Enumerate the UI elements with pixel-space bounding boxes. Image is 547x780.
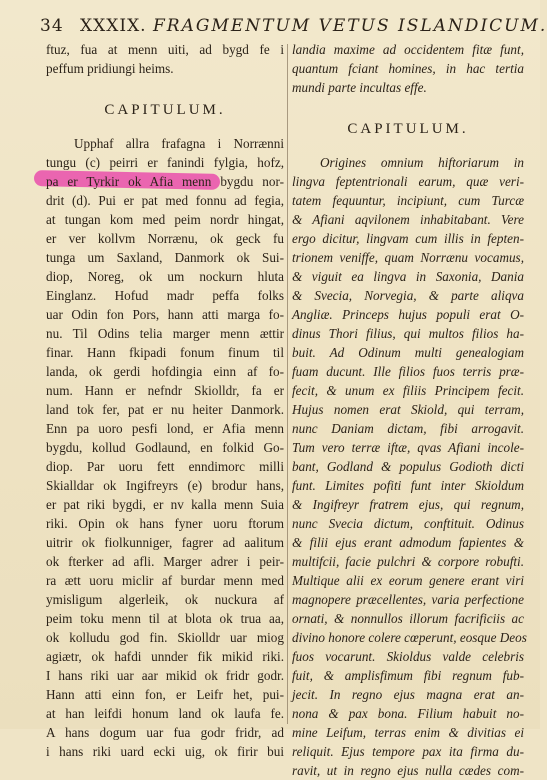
text-line: bygdu, kollud Godlaund, en folkid Go- <box>46 440 284 455</box>
text-line: & Ingifreyr fratrem ejus, qui regnum, <box>292 497 524 512</box>
page-number: 34 <box>40 16 64 36</box>
text-line: fuit, & amplisfimum fibi regnum fub- <box>292 668 524 683</box>
text-line: Einglanz. Hofud madr peffa folks <box>46 288 284 303</box>
text-line: er ver kollvm Norrænu, ok geck fu <box>46 231 284 246</box>
text-line: drit (d). Pui er pat med fonnu ad fegia, <box>46 193 284 208</box>
text-line: & Svecia, Norvegia, & parte aliqva <box>292 288 524 303</box>
text-line: land tok fer, pat er nu heiter Danmork. <box>46 402 284 417</box>
text-line: i hans riki uard ecki uig, ok firir bui <box>46 744 284 759</box>
text-line: ravit, ut in regno ejus nulla cædes com- <box>292 763 524 778</box>
text-line: diop. Par uoru fett enndimorc milli <box>46 459 284 474</box>
text-line: ornati, & nonnullos illorum facrificiis ac <box>292 611 524 626</box>
text-line: nunc Svecia dictum, conftituit. Odinus <box>292 516 524 531</box>
text-line: Tum vero terræ iftæ, qvas Afiani incole- <box>292 440 524 455</box>
text-line: uar Odin fon Pors, hann atti marga fo- <box>46 307 284 322</box>
running-header <box>40 16 547 38</box>
text-line: agiætr, ok hafdi unnder fik mikid riki. <box>46 649 284 664</box>
text-line: ok fterker ad afli. Marger adrer i peir- <box>46 554 284 569</box>
text-line: at tungan kom med peim nordr hingat, <box>46 212 284 227</box>
text-line: tungu (c) peirri er fanindi fylgia, hofz, <box>46 155 284 170</box>
text-line: divino honore colere cœperunt, eosque Deos <box>292 630 527 645</box>
text-line: reliquit. Ejus tempore pax ita firma du- <box>292 744 524 759</box>
chapter-heading: CAPITULUM. <box>347 121 469 137</box>
text-line: jecit. In regno ejus magna erat an- <box>292 687 524 702</box>
text-line: A hans dogum uar fua godr fridr, ad <box>46 725 284 740</box>
text-line: ymisligum algerleik, ok nuckura af <box>46 592 284 607</box>
text-line: I hans riki uar aar mikid ok fridr godr. <box>46 668 284 683</box>
text-line: peim toku menn til at blota ok trua aa, <box>46 611 284 626</box>
text-line: quantum fciant homines, in hac tertia <box>292 61 524 76</box>
text-line: trionem veniffe, quam Norrænu vocamus, <box>292 250 524 265</box>
text-line: landa, ok gerdi hofdingia einn af fo- <box>46 364 284 379</box>
text-line: Origines omnium hiftoriarum in <box>320 155 524 170</box>
text-line: Enn pa uoro pesfi lond, er Afia menn <box>46 421 284 436</box>
text-line: tunga um Saxland, Danmork ok Sui- <box>46 250 284 265</box>
text-line: tatem fequuntur, incipiunt, cum Turcæ <box>292 193 524 208</box>
text-line: Hann atti einn fon, er Leifr het, pui- <box>46 687 284 702</box>
text-line: ftuz, fua at menn uiti, ad bygd fe i <box>46 42 284 57</box>
text-line: fuam ducunt. Ille filios fuos terris præ- <box>292 364 524 379</box>
text-line: nunc Daniam dictam, fibi arrogavit. <box>292 421 524 436</box>
icelandic-text-column <box>46 40 284 761</box>
latin-text-column <box>292 40 527 780</box>
text-line: Upphaf allra frafagna i Norrænni <box>74 136 284 151</box>
text-line: Skialldar ok Ingifreyrs (e) brodur hans, <box>46 478 284 493</box>
text-line: mine Leifum, terras enim & divitias ei <box>292 725 524 740</box>
text-line: uitrir ok fiolkunniger, fagrer ad aalitum <box>46 535 284 550</box>
section-number: XXXIX. <box>80 16 147 36</box>
page-title: FRAGMENTUM VETUS ISLANDICUM. <box>152 16 547 36</box>
text-line: riki. Opin ok hans fyner uoru ftorum <box>46 516 284 531</box>
text-line: Multique alii ex eorum genere erant viri <box>292 573 524 588</box>
text-line: multifcii, facie pulchri & corpore robufti. <box>292 554 524 569</box>
text-line: landia maxime ad occidentem fitæ funt, <box>292 42 524 57</box>
text-line: ergo dicitur, lingvam cum illis in fepten- <box>292 231 524 246</box>
text-line: ok kolludu god fin. Skiolldr uar miog <box>46 630 284 645</box>
text-line: er pat riki bygdi, er nv kalla menn Suia <box>46 497 284 512</box>
text-line: lingva feptentrionali earum, quæ veri- <box>292 174 524 189</box>
text-line: & Afiani aqvilonem inhabitabant. Vere <box>292 212 524 227</box>
text-line: & filii ejus erant admodum fapientes & <box>292 535 524 550</box>
chapter-heading: CAPITULUM. <box>104 102 226 118</box>
text-line: Hujus nomen erat Skiold, qui terram, <box>292 402 524 417</box>
text-line: fecit, & unum ex filiis Principem fecit. <box>292 383 524 398</box>
column-divider <box>287 44 288 724</box>
text-line: fuos vocarunt. Skioldus valde celebris <box>292 649 524 664</box>
text-line: ra ætt uoru miclir af burdar menn med <box>46 573 284 588</box>
text-line: at han leifdi honum land ok laufa fe. <box>46 706 284 721</box>
text-line: finar. Hann fkipadi fonum finum til <box>46 345 284 360</box>
text-line: buit. Ad Odinum multi genealogiam <box>292 345 524 360</box>
text-line: bant, Godland & populus Godioth dicti <box>292 459 524 474</box>
text-line: pa er Tyrkir ok Afia menn bygdu nor- <box>46 174 284 189</box>
text-line: peffum pridiungi heims. <box>46 61 174 76</box>
text-line: nona & pax bona. Filium habuit no- <box>292 706 524 721</box>
text-line: diop, Noreg, ok um nockurn hluta <box>46 269 284 284</box>
text-line: magnopere præcellentes, varia perfectione <box>292 592 524 607</box>
text-line: funt. Limites pofiti funt inter Skioldum <box>292 478 524 493</box>
text-line: num. Hann er nefndr Skiolldr, fa er <box>46 383 284 398</box>
text-line: mundi parte incultas effe. <box>292 80 427 95</box>
text-line: dinus Thori filius, qui multos filios ha- <box>292 326 524 341</box>
text-line: nu. Til Odins telia marger menn ættir <box>46 326 284 341</box>
text-line: & viguit ea lingva in Saxonia, Dania <box>292 269 524 284</box>
text-line: Angliæ. Princeps hujus populi erat O- <box>292 307 524 322</box>
